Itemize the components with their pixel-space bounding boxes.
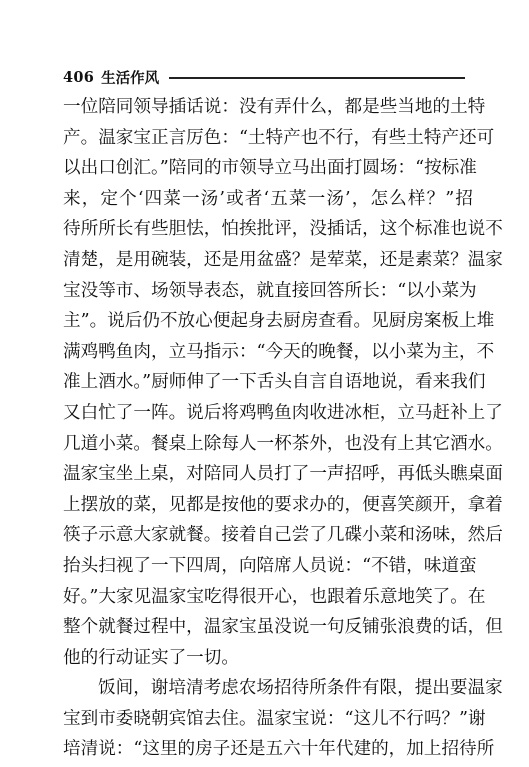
text-line: 主”。说后仍不放心便起身去厨房查看。见厨房案板上堆: [63, 311, 495, 332]
body-text: [63, 92, 503, 765]
section-title: 生活作风: [101, 70, 160, 87]
text-line: 宝到市委晓朝宾馆去住。温家宝说：“这儿不行吗？”谢: [63, 708, 486, 729]
page-number: 406: [63, 68, 95, 86]
text-line: 一位陪同领导插话说：没有弄什么，都是些当地的土特: [63, 97, 486, 117]
text-line: 温家宝坐上桌，对陪同人员打了一声招呼，再低头瞧桌面: [63, 464, 503, 485]
text-line: 抬头扫视了一下四周，向陪席人员说：“不错，味道蛮: [63, 555, 477, 576]
text-line: 准上酒水。”厨师伸了一下舌头自言自语地说，看来我们: [63, 372, 486, 393]
text-line: 又白忙了一阵。说后将鸡鸭鱼肉收进冰柜，立马赶补上了: [63, 402, 503, 423]
text-line: 清楚，是用碗装，还是用盆盛？是荤菜，还是素菜？温家: [63, 249, 503, 270]
text-line: 宝没等市、场领导表态，就直接回答所长：“以小菜为: [63, 280, 477, 301]
text-line: 来，定个‘四菜一汤’或者‘五菜一汤’，怎么样？”招: [63, 188, 473, 209]
running-head: [63, 66, 465, 88]
text-line: 好。”大家见温家宝吃得很开心，也跟着乐意地笑了。在: [63, 586, 486, 607]
text-line: 满鸡鸭鱼肉，立马指示：“今天的晚餐，以小菜为主，不: [63, 341, 495, 362]
text-line: 待所所长有些胆怯，怕挨批评，没插话，这个标准也说不: [63, 219, 503, 240]
text-line: 几道小菜。餐桌上除每人一杯茶外，也没有上其它酒水。: [63, 433, 503, 454]
text-line: 上摆放的菜，见都是按他的要求办的，便喜笑颜开，拿着: [63, 494, 503, 515]
header-rule: [169, 77, 465, 79]
text-line: 他的行动证实了一切。: [63, 647, 239, 668]
text-line: 以出口创汇。”陪同的市领导立马出面打圆场：“按标准: [63, 158, 477, 179]
text-line: 产。温家宝正言厉色：“土特产也不行，有些土特产还可: [63, 127, 495, 148]
text-line: 筷子示意大家就餐。接着自己尝了几碟小菜和汤味，然后: [63, 525, 503, 546]
text-line: 培清说：“这里的房子还是五六十年代建的，加上招待所: [63, 739, 495, 760]
text-line: 饭间，谢培清考虑农场招待所条件有限，提出要温家: [98, 678, 503, 699]
text-line: 整个就餐过程中，温家宝虽没说一句反铺张浪费的话，但: [63, 617, 503, 638]
